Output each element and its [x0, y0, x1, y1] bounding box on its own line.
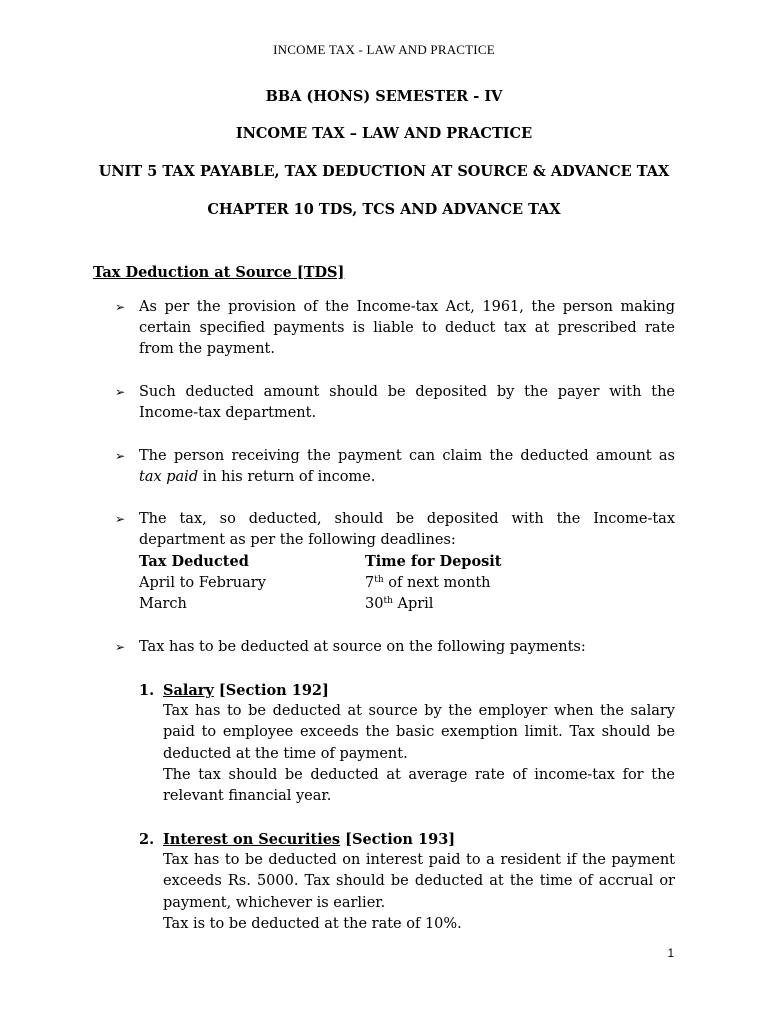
- bullet-text: The person receiving the payment can claim the deducted amount as tax paid in his return of income.: [139, 448, 675, 486]
- bullet-item: [115, 382, 675, 424]
- page-number: 1: [667, 948, 674, 960]
- item-body: Tax is to be deducted at the rate of 10%.: [163, 915, 462, 932]
- bullet-item: [115, 446, 675, 488]
- bullet-item: [115, 297, 675, 361]
- item-heading: Salary [Section 192]: [163, 682, 329, 699]
- title-chapter: CHAPTER 10 TDS, TCS AND ADVANCE TAX: [207, 201, 561, 218]
- bullet-text: Such deducted amount should be deposited by the payer with the Income-tax department.: [139, 384, 675, 422]
- title-semester: BBA (HONS) SEMESTER - IV: [265, 88, 503, 105]
- deadline-header-tax: Tax Deducted: [139, 553, 249, 571]
- arrow-bullet-icon: ➢: [115, 512, 126, 526]
- deadline-row: March 30th April: [139, 595, 434, 612]
- bullet-text: As per the provision of the Income-tax Act, 1961, the person making certain specified payments is liable to deduct tax at prescribed rate from the payment.: [139, 299, 675, 358]
- running-header: INCOME TAX - LAW AND PRACTICE: [273, 42, 495, 57]
- item-number: 1.: [139, 682, 155, 699]
- title-subject: INCOME TAX – LAW AND PRACTICE: [235, 125, 533, 142]
- payment-item-interest-securities: [139, 829, 675, 935]
- item-body: Tax has to be deducted on interest paid to a resident if the payment exceeds Rs. 5000. Tax should be deducted at the time of accrual or payment, whichever is earlier.: [163, 852, 675, 911]
- title-unit: UNIT 5 TAX PAYABLE, TAX DEDUCTION AT SOURCE & ADVANCE TAX: [98, 163, 670, 180]
- section-heading-tds: Tax Deduction at Source [TDS]: [93, 264, 345, 281]
- bullet-item: [115, 637, 675, 658]
- bullet-text: The tax, so deducted, should be deposited with the Income-tax department as per the following deadlines:: [139, 511, 675, 549]
- bullet-item: [115, 509, 675, 615]
- item-body: Tax has to be deducted at source by the employer when the salary paid to employee exceeds the basic exemption limit. Tax should be deducted at the time of payment.: [163, 703, 675, 762]
- payment-item-salary: [139, 680, 675, 807]
- emphasis-tax-paid: tax paid: [139, 469, 199, 486]
- bullet-text: Tax has to be deducted at source on the following payments:: [139, 639, 586, 655]
- item-number: 2.: [139, 831, 155, 848]
- arrow-bullet-icon: ➢: [115, 385, 126, 399]
- arrow-bullet-icon: ➢: [115, 640, 126, 654]
- deadline-row: April to February 7th of next month: [139, 574, 491, 591]
- arrow-bullet-icon: ➢: [115, 449, 126, 463]
- item-body: The tax should be deducted at average rate of income-tax for the relevant financial year.: [163, 766, 675, 805]
- deadline-header-row: [139, 551, 559, 572]
- deadline-table: [139, 551, 559, 615]
- item-heading: Interest on Securities [Section 193]: [163, 831, 456, 848]
- deadline-header-time: Time for Deposit: [365, 553, 502, 571]
- arrow-bullet-icon: ➢: [115, 300, 126, 314]
